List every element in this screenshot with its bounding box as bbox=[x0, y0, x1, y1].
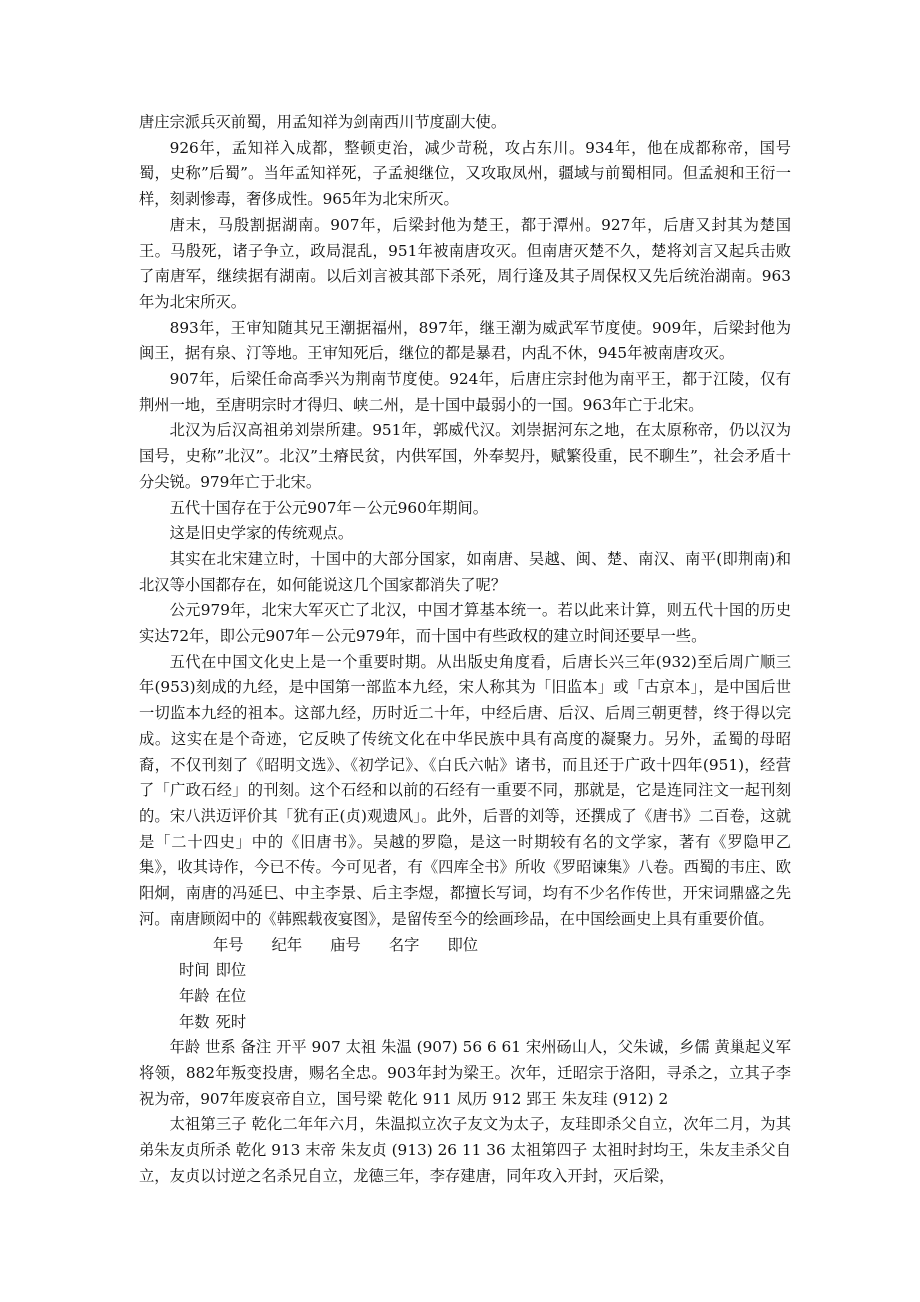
paragraph-2: 926年，孟知祥入成都，整顿吏治，减少苛税，攻占东川。934年，他在成都称帝，国号蜀，史称”后蜀”。当年孟知祥死，子孟昶继位，又攻取凤州，疆域与前蜀相同。但孟昶和王衍一样，刻剥惨毒，奢侈成性。965年为北宋所灭。 bbox=[139, 138, 791, 209]
table-row-text-2: 太祖第三子 乾化二年年六月，朱温拟立次子友文为太子，友珪即杀父自立，次年二月，为其弟朱友贞所杀 乾化 913 末帝 朱友贞 (913) 26 11 36 太祖第四子 太祖时封均王，朱友圭杀父自立，友贞以讨逆之名杀兄自立，龙德三年，李存建唐，同年攻入开封，灭后梁， bbox=[139, 1115, 791, 1185]
table-header-cell: 年号 bbox=[213, 935, 244, 954]
table-header-row bbox=[139, 933, 791, 959]
header-cell: 死时 bbox=[215, 1012, 247, 1031]
header-row-1 bbox=[139, 958, 791, 984]
document-page bbox=[139, 110, 791, 1190]
paragraph-1: 唐庄宗派兵灭前蜀，用孟知祥为剑南西川节度副大使。 bbox=[139, 113, 507, 131]
table-header-cell: 纪年 bbox=[271, 935, 303, 954]
table-header-cell: 名字 bbox=[388, 935, 420, 954]
paragraph-4: 893年，王审知随其兄王潮据福州，897年，继王潮为威武军节度使。909年，后梁封他为闽王，据有泉、汀等地。王审知死后，继位的都是暴君，内乱不休，945年被南唐攻灭。 bbox=[139, 318, 791, 363]
header-cell: 年龄 bbox=[179, 986, 210, 1005]
table-header-cell: 即位 bbox=[447, 935, 479, 954]
paragraph-11: 五代在中国文化史上是一个重要时期。从出版史角度看，后唐长兴三年(932)至后周广顺三年(953)刻成的九经，是中国第一部监本九经，宋人称其为「旧监本」或「古京本」，是中国后世一切监本九经的祖本。这部九经，历时近二十年，中经后唐、后汉、后周三朝更替，终于得以完成。这实在是个奇迹，它反映了传统文化在中华民族中具有高度的凝聚力。另外，孟蜀的母昭裔，不仅刊刻了《昭明文选》、《初学记》、《白氏六帖》诸书，而且还于广政十四年(951)，经营了「广政石经」的刊刻。这个石经和以前的石经有一重要不同，那就是，它是连同注文一起刊刻的。宋八洪迈评价其「犹有正(贞)观遗风」。此外，后晋的刘等，还撰成了《唐书》二百卷，这就是「二十四史」中的《旧唐书》。吴越的罗隐，是这一时期较有名的文学家，著有《罗隐甲乙集》，收其诗作，今已不传。今可见者，有《四库全书》所收《罗昭谏集》八卷。西蜀的韦庄、欧阳炯，南唐的冯延巳、中主李景、后主李煜，都擅长写词，均有不少名作传世，开宋词鼎盛之先河。南唐顾闳中的《韩熙载夜宴图》，是留传至今的绘画珍品，在中国绘画史上具有重要价值。 bbox=[139, 652, 791, 928]
header-cell: 时间 bbox=[179, 961, 210, 980]
paragraph-3: 唐末，马殷割据湖南。907年，后梁封他为楚王，都于潭州。927年，后唐又封其为楚国王。马殷死，诸子争立，政局混乱，951年被南唐攻灭。但南唐灭楚不久，楚将刘言又起兵击败了南唐军，继续据有湖南。以后刘言被其部下杀死，周行逢及其子周保权又先后统治湖南。963年为北宋所灭。 bbox=[139, 215, 791, 311]
paragraph-10: 公元979年，北宋大军灭亡了北汉，中国才算基本统一。若以此来计算，则五代十国的历史实达72年，即公元907年－公元979年，而十国中有些政权的建立时间还要早一些。 bbox=[139, 601, 791, 646]
paragraph-7: 五代十国存在于公元907年－公元960年期间。 bbox=[169, 498, 489, 517]
header-row-3 bbox=[139, 1010, 791, 1036]
paragraph-9: 其实在北宋建立时，十国中的大部分国家，如南唐、吴越、闽、楚、南汉、南平(即荆南)和北汉等小国都存在，如何能说这几个国家都消失了呢？ bbox=[139, 549, 791, 594]
paragraph-6: 北汉为后汉高祖弟刘崇所建。951年，郭威代汉。刘崇据河东之地，在太原称帝，仍以汉为国号，史称”北汉”。北汉”土瘠民贫，内供军国，外奉契丹，赋繁役重，民不聊生”，社会矛盾十分尖锐。979年亡于北宋。 bbox=[139, 421, 791, 491]
paragraph-5: 907年，后梁任命高季兴为荆南节度使。924年，后唐庄宗封他为南平王，都于江陵，仅有荆州一地，至唐明宗时才得归、峡二州，是十国中最弱小的一国。963年亡于北宋。 bbox=[139, 370, 791, 414]
header-row-2 bbox=[139, 984, 791, 1010]
table-header-cell: 庙号 bbox=[330, 935, 361, 954]
header-cell: 年数 bbox=[179, 1012, 210, 1031]
header-cell: 在位 bbox=[215, 986, 247, 1005]
header-cell: 即位 bbox=[215, 961, 247, 980]
table-row-text-1: 年龄 世系 备注 开平 907 太祖 朱温 (907) 56 6 61 宋州砀山人，父朱诚，乡儒 黄巢起义军将领，882年叛变投唐，赐名全忠。903年封为梁王。次年，迁昭宗于洛阳，寻杀之，立其子李祝为帝，907年废哀帝自立，国号梁 乾化 911 凤历 912 郢王 朱友珪 (912) 2 bbox=[139, 1038, 791, 1108]
paragraph-8: 这是旧史学家的传统观点。 bbox=[169, 524, 354, 543]
